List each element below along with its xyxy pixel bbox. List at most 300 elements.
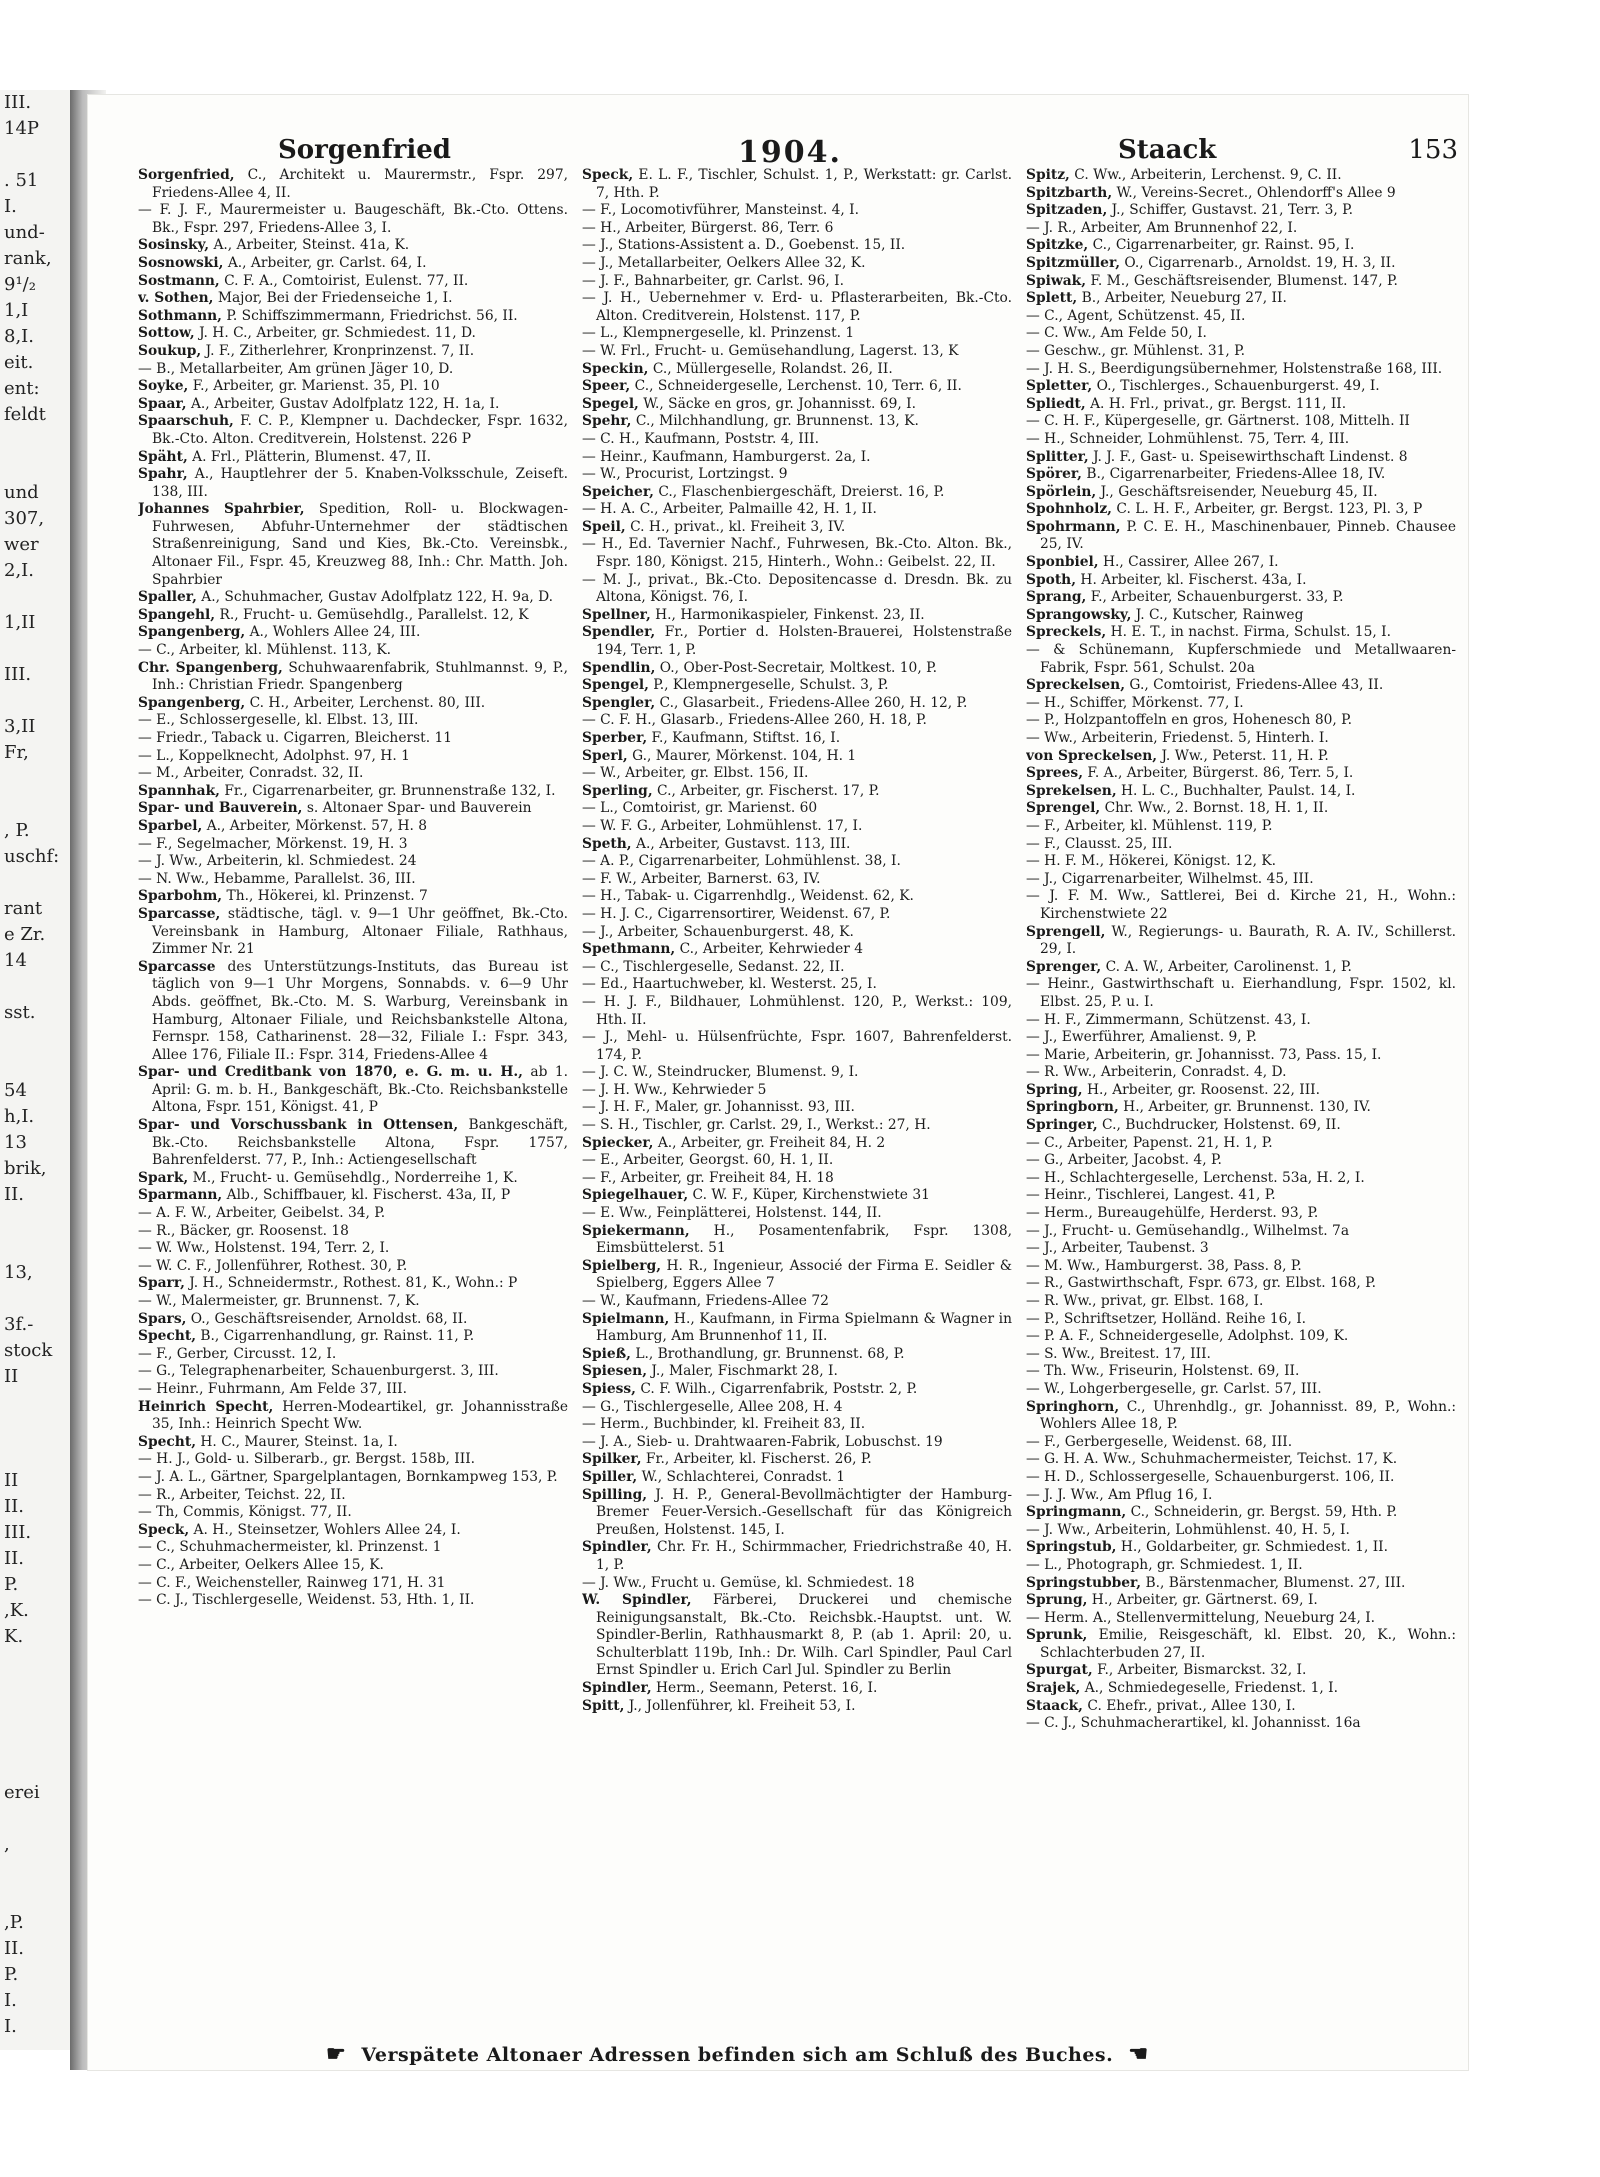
margin-fragment: rant — [4, 898, 43, 919]
entry-details: — W. C. F., Jollenführer, Rothest. 30, P. — [138, 1257, 408, 1274]
entry-name: Speicher, — [582, 483, 654, 500]
column-middle — [582, 167, 1012, 2027]
entry-details: — L., Comtoirist, gr. Marienst. 60 — [582, 800, 818, 817]
entry-details: — E., Arbeiter, Georgst. 60, H. 1, II. — [582, 1152, 834, 1169]
entry-details: — H., Tabak- u. Cigarrenhdlg., Weidenst. 62, K. — [582, 888, 914, 905]
directory-entry — [138, 1293, 568, 1311]
entry-details: C. A. W., Arbeiter, Carolinenst. 1, P. — [1105, 958, 1352, 975]
directory-entry — [1026, 325, 1456, 343]
entry-details: J. F., Zitherlehrer, Kronprinzenst. 7, II. — [205, 342, 475, 359]
directory-entry — [138, 1556, 568, 1575]
entry-details: C., Milchhandlung, gr. Brunnenst. 13, K. — [635, 413, 919, 430]
entry-details: — W., Lohgerbergeselle, gr. Carlst. 57, III. — [1026, 1380, 1322, 1397]
directory-entry — [582, 1117, 1012, 1135]
directory-entry — [138, 905, 568, 959]
entry-details: — J., Metallarbeiter, Oelkers Allee 32, K. — [582, 254, 866, 271]
entry-details: — L., Koppelknecht, Adolphst. 97, H. 1 — [138, 747, 410, 764]
directory-entry — [1026, 237, 1456, 255]
entry-details: C. Ww., Arbeiterin, Lerchenst. 9, C. II. — [1074, 167, 1342, 183]
entry-name: Soyke, — [138, 378, 189, 395]
directory-entry — [138, 1187, 568, 1205]
directory-entry — [138, 1345, 568, 1364]
directory-entry — [1026, 606, 1456, 625]
entry-details: C., Architekt u. Maurermstr., Fspr. 297, Friedens-Allee 4, II. — [152, 167, 568, 201]
entry-details: C., Schneidergeselle, Lerchenst. 10, Terr. 6, II. — [634, 378, 962, 395]
directory-entry — [582, 1293, 1012, 1311]
directory-entry — [138, 1117, 568, 1170]
entry-details: städtische, tägl. v. 9—1 Uhr geöffnet, Bk.-Cto. Vereinsbank in Hamburg, Altonaer Filiale, Rathhaus, Zimmer Nr. 21 — [152, 905, 568, 958]
directory-entry — [1026, 554, 1456, 572]
entry-details: F. M., Geschäftsreisender, Blumenst. 147, P. — [1090, 272, 1398, 289]
directory-entry — [582, 448, 1012, 467]
directory-entry — [582, 430, 1012, 449]
entry-details: — G. H. A. Ww., Schuhmachermeister, Teichst. 17, K. — [1026, 1451, 1398, 1468]
entry-name: Springhorn, — [1026, 1398, 1120, 1415]
entry-name: Spohrmann, — [1026, 518, 1121, 535]
entry-details: Fr., Portier d. Holsten-Brauerei, Holstenstraße 194, Terr. 1, P. — [596, 624, 1012, 659]
directory-entry — [582, 1081, 1012, 1100]
margin-fragment: 54 — [4, 1080, 27, 1101]
entry-name: Sperber, — [582, 730, 648, 746]
entry-details: C. L. H. F., Arbeiter, gr. Bergst. 123, Pl. 3, P — [1116, 501, 1423, 518]
entry-details: — W. Frl., Frucht- u. Gemüsehandlung, Lagerst. 13, K — [582, 342, 959, 359]
entry-name: Spitt, — [582, 1697, 625, 1714]
directory-entry — [138, 1064, 568, 1117]
directory-entry — [1026, 483, 1456, 502]
margin-fragment — [0, 1858, 70, 1884]
entry-name: Spliedt, — [1026, 395, 1086, 412]
entry-name: Spendler, — [582, 624, 656, 641]
directory-entry — [582, 888, 1012, 906]
directory-entry — [1026, 976, 1456, 1011]
directory-entry — [138, 817, 568, 836]
entry-details: H. L. C., Buchhalter, Paulst. 14, I. — [1121, 782, 1356, 799]
entry-details: H. Arbeiter, kl. Fischerst. 43a, I. — [1080, 571, 1307, 588]
entry-name: Spangehl, — [138, 606, 216, 623]
entry-details: — J., Stations-Assistent a. D., Goebenst. 15, II. — [582, 237, 906, 254]
entry-details: — F. W., Arbeiter, Barnerst. 63, IV. — [582, 870, 821, 887]
directory-entry — [1026, 712, 1456, 730]
margin-fragment: h,I. — [4, 1106, 35, 1127]
entry-name: Sothmann, — [138, 307, 222, 324]
directory-entry — [138, 1486, 568, 1505]
entry-details: — Th, Commis, Königst. 77, II. — [138, 1504, 352, 1521]
directory-entry — [1026, 1433, 1456, 1452]
entry-details: — Heinr., Tischlerei, Langest. 41, P. — [1026, 1187, 1276, 1204]
directory-page — [88, 95, 1468, 2070]
directory-entry — [1026, 290, 1456, 308]
entry-details: B., Cigarrenarbeiter, Friedens-Allee 18, IV. — [1086, 466, 1386, 483]
entry-details: — R. Ww., privat, gr. Elbst. 168, I. — [1026, 1293, 1264, 1309]
entry-details: — W., Procurist, Lortzingst. 9 — [582, 466, 788, 483]
entry-name: Sprengel, — [1026, 800, 1101, 817]
margin-fragment: 9¹/₂ — [4, 274, 36, 295]
margin-fragment: brik, — [4, 1158, 47, 1179]
entry-name: Sprung, — [1026, 1592, 1088, 1609]
margin-fragment — [0, 792, 70, 818]
entry-details: H., Kaufmann, in Firma Spielmann & Wagner in Hamburg, Am Brunnenhof 11, II. — [596, 1310, 1012, 1345]
directory-entry — [1026, 923, 1456, 959]
entry-details: G., Comtoirist, Friedens-Allee 43, II. — [1129, 677, 1384, 694]
entry-details: — B., Metallarbeiter, Am grünen Jäger 10, D. — [138, 360, 454, 377]
entry-name: Spielberg, — [582, 1257, 662, 1274]
directory-entry — [1026, 1328, 1456, 1346]
directory-entry — [582, 395, 1012, 414]
entry-details: A., Schmiedegeselle, Friedenst. 1, I. — [1084, 1680, 1338, 1697]
entry-name: Sparcasse, — [138, 905, 221, 922]
margin-fragment — [0, 1650, 70, 1676]
directory-entry — [1026, 1152, 1456, 1170]
margin-fragment — [0, 1442, 70, 1468]
entry-details: F., Kaufmann, Stiftst. 16, I. — [651, 730, 841, 746]
entry-details: — P., Holzpantoffeln en gros, Hohenesch 80, P. — [1026, 712, 1353, 729]
entry-details: — C., Arbeiter, Papenst. 21, H. 1, P. — [1026, 1134, 1273, 1151]
directory-entry — [138, 1257, 568, 1276]
directory-entry — [1026, 677, 1456, 695]
entry-details: C., Schneiderin, gr. Bergst. 59, Hth. P. — [1130, 1504, 1398, 1521]
entry-details: — M. J., privat., Bk.-Cto. Depositencasse d. Dresdn. Bk. zu Altona, Königst. 76, I. — [582, 571, 1012, 606]
entry-name: Spörer, — [1026, 466, 1082, 483]
entry-name: Spannhak, — [138, 782, 220, 799]
entry-details: O., Cigarrenarb., Arnoldst. 19, H. 3, II. — [1124, 254, 1396, 271]
directory-entry — [138, 1468, 568, 1487]
margin-fragment — [0, 1754, 70, 1780]
entry-details: — C. F. H., Glasarb., Friedens-Allee 260, H. 18, P. — [582, 712, 927, 729]
entry-details: A., Wohlers Allee 24, III. — [249, 624, 421, 641]
directory-entry — [582, 1697, 1012, 1716]
entry-details: A., Arbeiter, gr. Freiheit 84, H. 2 — [657, 1134, 886, 1151]
directory-entry — [138, 747, 568, 766]
margin-fragment: P. — [4, 1964, 19, 1985]
directory-entry — [1026, 1574, 1456, 1593]
entry-details: s. Altonaer Spar- und Bauverein — [306, 800, 532, 817]
entry-details: F., Arbeiter, gr. Marienst. 35, Pl. 10 — [192, 378, 440, 395]
directory-entry — [1026, 888, 1456, 923]
entry-name: Spurgat, — [1026, 1662, 1093, 1679]
directory-entry — [582, 1187, 1012, 1205]
entry-name: Spilker, — [582, 1451, 642, 1468]
margin-fragment: 1,I — [4, 300, 29, 321]
directory-entry — [1026, 1715, 1456, 1733]
entry-details: — G., Arbeiter, Jacobst. 4, P. — [1026, 1152, 1222, 1169]
entry-details: H., Posamentenfabrik, Fspr. 1308, Eimsbüttelerst. 51 — [596, 1222, 1012, 1257]
entry-name: Sparbohm, — [138, 888, 223, 905]
margin-fragment — [0, 688, 70, 714]
entry-details: H., Arbeiter, gr. Brunnenst. 130, IV. — [1123, 1099, 1371, 1116]
entry-name: Spring, — [1026, 1081, 1083, 1098]
entry-details: C., Buchdrucker, Holstenst. 69, II. — [1102, 1117, 1341, 1134]
directory-entry — [582, 993, 1012, 1029]
margin-fragment: 8,I. — [4, 326, 35, 347]
entry-details: — W. Ww., Holstenst. 194, Terr. 2, I. — [138, 1240, 390, 1257]
directory-entry — [138, 448, 568, 467]
margin-fragment: ,P. — [4, 1912, 24, 1933]
entry-name: Spendlin, — [582, 659, 656, 676]
entry-details: H., Harmonikaspieler, Finkenst. 23, II. — [655, 606, 925, 623]
directory-entry — [138, 1433, 568, 1452]
entry-name: Spar- und Creditbank von 1870, e. G. m. u. H., — [138, 1064, 523, 1081]
entry-details: C., Flaschenbiergeschäft, Dreierst. 16, P. — [658, 483, 945, 500]
entry-details: — A. F. W., Arbeiter, Geibelst. 34, P. — [138, 1205, 386, 1222]
entry-name: Sperling, — [582, 782, 653, 799]
entry-details: — H. A. C., Arbeiter, Palmaille 42, H. 1, II. — [582, 501, 877, 518]
entry-columns — [138, 167, 1458, 2027]
entry-name: Spars, — [138, 1310, 187, 1327]
entry-details: J. Ww., Peterst. 11, H. P. — [1161, 747, 1329, 764]
directory-entry — [582, 1345, 1012, 1364]
entry-details: — J. H. F., Maler, gr. Johannisst. 93, III. — [582, 1099, 855, 1116]
entry-details: W., Vereins-Secret., Ohlendorff's Allee 9 — [1116, 184, 1396, 201]
entry-details: — & Schünemann, Kupferschmiede und Metallwaaren-Fabrik, Fspr. 561, Schulst. 20a — [1026, 642, 1456, 676]
entry-details: W., Säcke en gros, gr. Johannisst. 69, I. — [643, 395, 916, 412]
entry-name: Spörlein, — [1026, 483, 1097, 500]
directory-entry — [582, 1029, 1012, 1064]
directory-entry — [1026, 184, 1456, 203]
entry-name: Specht, — [138, 1433, 196, 1450]
entry-details: A., Arbeiter, Gustavst. 113, III. — [636, 835, 851, 852]
margin-fragment: I. — [4, 1990, 17, 2011]
entry-details: C. F. A., Comtoirist, Eulenst. 77, II. — [224, 272, 469, 289]
directory-entry — [1026, 360, 1456, 379]
margin-fragment: 3,II — [4, 716, 36, 737]
directory-entry — [1026, 395, 1456, 414]
directory-entry — [138, 694, 568, 713]
directory-entry — [138, 835, 568, 854]
entry-details: — F., Gerber, Circusst. 12, I. — [138, 1345, 337, 1362]
footer-text: Verspätete Altonaer Adressen befinden sich am Schluß des Buches. — [361, 2044, 1114, 2066]
entry-name: Spiller, — [582, 1468, 638, 1485]
directory-entry — [582, 677, 1012, 695]
entry-details: — J. Ww., Frucht u. Gemüse, kl. Schmiedest. 18 — [582, 1574, 915, 1591]
directory-entry — [138, 606, 568, 625]
entry-details: — Herm. A., Stellenvermittelung, Neueburg 24, I. — [1026, 1609, 1376, 1626]
margin-fragment: II. — [4, 1496, 24, 1517]
margin-fragment — [0, 584, 70, 610]
directory-entry — [1026, 1451, 1456, 1469]
entry-details: J. C., Kutscher, Rainweg — [1135, 606, 1304, 623]
entry-details: Spedition, Roll- u. Blockwagen-Fuhrwesen, Abfuhr-Unternehmer der städtischen Straßenreinigung, Sand und Kies, Bk.-Cto. Vereinsbk., Altonaer Fil., Fspr. 45, Kreuzweg 88, Inh.: Chr. Matth. Joh. Spahrbier — [152, 501, 568, 588]
entry-name: Sprunk, — [1026, 1627, 1088, 1644]
entry-details: C. W. F., Küper, Kirchenstwiete 31 — [692, 1187, 930, 1204]
entry-name: Spaarschuh, — [138, 413, 234, 430]
margin-fragment — [0, 1416, 70, 1442]
entry-name: Spoth, — [1026, 571, 1077, 588]
directory-entry — [1026, 254, 1456, 273]
margin-fragment: II. — [4, 1548, 24, 1569]
entry-details: P. C. E. H., Maschinenbauer, Pinneb. Chausee 25, IV. — [1040, 518, 1456, 553]
entry-details: — J. F. M. Ww., Sattlerei, Bei d. Kirche 21, H., Wohn.: Kirchenstwiete 22 — [1026, 888, 1456, 922]
directory-entry — [138, 466, 568, 501]
column-left — [138, 167, 568, 2027]
entry-name: Chr. Spangenberg, — [138, 659, 283, 676]
directory-entry — [1026, 167, 1456, 185]
entry-name: Sostmann, — [138, 272, 220, 289]
entry-details: — Ww., Arbeiterin, Friedenst. 5, Hinterh. I. — [1026, 730, 1329, 746]
page-number: 153 — [1408, 135, 1458, 165]
entry-details: — H. J., Gold- u. Silberarb., gr. Bergst. 158b, III. — [138, 1451, 476, 1468]
directory-entry — [138, 167, 568, 202]
entry-details: — C., Tischlergeselle, Sedanst. 22, II. — [582, 958, 845, 975]
margin-fragment — [0, 1286, 70, 1312]
entry-details: — C. H. F., Küpergeselle, gr. Gärtnerst. 108, Mittelh. II — [1026, 413, 1410, 430]
directory-entry — [138, 765, 568, 783]
directory-entry — [582, 483, 1012, 502]
entry-name: Sprekelsen, — [1026, 782, 1117, 799]
entry-name: Sosinsky, — [138, 237, 210, 254]
entry-name: Spiesen, — [582, 1363, 648, 1380]
directory-entry — [582, 1169, 1012, 1188]
entry-name: Sparmann, — [138, 1187, 223, 1204]
directory-entry — [1026, 1029, 1456, 1047]
margin-fragment: ,K. — [4, 1600, 29, 1621]
entry-details: J., Jollenführer, kl. Freiheit 53, I. — [628, 1697, 856, 1714]
margin-fragment: II. — [4, 1184, 24, 1205]
directory-entry — [582, 905, 1012, 924]
margin-fragment: und — [4, 482, 39, 503]
entry-details: P., Klempnergeselle, Schulst. 3, P. — [653, 677, 889, 694]
entry-details: B., Arbeiter, Neueburg 27, II. — [1081, 290, 1287, 307]
directory-entry — [1026, 307, 1456, 326]
entry-details: J. J. F., Gast- u. Speisewirthschaft Lindenst. 8 — [1093, 448, 1408, 465]
margin-fragment: 14P — [4, 118, 40, 139]
directory-entry — [582, 730, 1012, 748]
entry-details: — M., Arbeiter, Conradst. 32, II. — [138, 765, 364, 782]
entry-details: — C., Arbeiter, Oelkers Allee 15, K. — [138, 1556, 384, 1573]
directory-entry — [582, 1222, 1012, 1258]
directory-entry — [582, 518, 1012, 537]
entry-details: J. H., Schneidermstr., Rothest. 81, K., Wohn.: P — [189, 1275, 518, 1292]
margin-fragment — [0, 766, 70, 792]
directory-entry — [1026, 817, 1456, 836]
directory-entry — [582, 536, 1012, 571]
directory-entry — [138, 395, 568, 414]
footer-notice — [318, 2041, 1157, 2067]
entry-details: F. A., Arbeiter, Bürgerst. 86, Terr. 5, I. — [1087, 765, 1354, 782]
directory-entry — [582, 765, 1012, 783]
entry-name: Speil, — [582, 518, 626, 535]
directory-entry — [582, 923, 1012, 942]
entry-name: Späht, — [138, 448, 188, 465]
entry-name: Springer, — [1026, 1117, 1098, 1134]
entry-details: E. L. F., Tischler, Schulst. 1, P., Werkstatt: gr. Carlst. 7, Hth. P. — [596, 167, 1012, 201]
entry-name: Spielmann, — [582, 1310, 670, 1327]
entry-name: Springstub, — [1026, 1539, 1117, 1556]
directory-entry — [582, 202, 1012, 220]
directory-entry — [138, 237, 568, 255]
entry-details: Fr., Arbeiter, kl. Fischerst. 26, P. — [645, 1451, 872, 1468]
margin-fragment: III. — [4, 664, 32, 685]
entry-details: H. C., Maurer, Steinst. 1a, I. — [200, 1433, 398, 1450]
entry-details: A., Arbeiter, Steinst. 41a, K. — [213, 237, 410, 254]
entry-details: — L., Klempnergeselle, kl. Prinzenst. 1 — [582, 325, 855, 342]
directory-entry — [582, 501, 1012, 519]
directory-entry — [1026, 1099, 1456, 1117]
entry-details: H. E. T., in nachst. Firma, Schulst. 15, I. — [1110, 624, 1391, 641]
directory-entry — [1026, 1257, 1456, 1276]
directory-entry — [1026, 1222, 1456, 1241]
margin-fragment — [0, 1676, 70, 1702]
entry-name: Spangenberg, — [138, 694, 246, 711]
directory-entry — [582, 870, 1012, 889]
entry-details: — H. F. M., Hökerei, Königst. 12, K. — [1026, 853, 1277, 870]
entry-name: W. Spindler, — [582, 1592, 692, 1609]
directory-entry — [1026, 642, 1456, 677]
entry-details: — H., Ed. Tavernier Nachf., Fuhrwesen, Bk.-Cto. Alton. Bk., Fspr. 180, Königst. 215, Hinterh., Wohn.: Geibelst. 22, II. — [582, 536, 1012, 571]
entry-details: J., Maler, Fischmarkt 28, I. — [651, 1363, 838, 1380]
directory-entry — [1026, 1521, 1456, 1540]
margin-fragment: K. — [4, 1626, 24, 1647]
entry-details: — F., Arbeiter, gr. Freiheit 84, H. 18 — [582, 1169, 834, 1186]
entry-details: F., Arbeiter, Bismarckst. 32, I. — [1097, 1662, 1307, 1679]
entry-details: O., Ober-Post-Secretair, Moltkest. 10, P. — [659, 659, 937, 676]
entry-details: — G., Tischlergeselle, Allee 208, H. 4 — [582, 1398, 843, 1415]
entry-details: F., Arbeiter, Schauenburgerst. 33, P. — [1090, 589, 1344, 606]
directory-entry — [582, 1486, 1012, 1540]
entry-details: ab 1. April: G. m. b. H., Bankgeschäft, Bk.-Cto. Reichsbankstelle Altona, Fspr. 151, Königst. 41, P — [152, 1064, 568, 1116]
directory-entry — [138, 1592, 568, 1610]
margin-fragment: eit. — [4, 352, 34, 373]
directory-entry — [138, 378, 568, 396]
entry-details: — P., Schriftsetzer, Holländ. Reihe 16, I. — [1026, 1310, 1307, 1327]
directory-entry — [1026, 571, 1456, 590]
directory-entry — [138, 1398, 568, 1434]
directory-entry — [1026, 747, 1456, 766]
entry-details: Emilie, Reisgeschäft, kl. Elbst. 20, K., Wohn.: Schlachterbuden 27, II. — [1040, 1627, 1456, 1661]
directory-entry — [1026, 1081, 1456, 1100]
entry-details: — J., Frucht- u. Gemüsehandlg., Wilhelmst. 7a — [1026, 1222, 1350, 1239]
margin-fragment — [0, 636, 70, 662]
entry-name: Spiecker, — [582, 1134, 654, 1151]
entry-name: Spangenberg, — [138, 624, 246, 641]
entry-name: Spegel, — [582, 395, 639, 412]
margin-fragment: ent: — [4, 378, 40, 399]
directory-entry — [1026, 1134, 1456, 1153]
entry-details: Schuhwaarenfabrik, Stuhlmannst. 9, P., Inh.: Christian Friedr. Spangenberg — [152, 659, 568, 694]
entry-details: — W., Kaufmann, Friedens-Allee 72 — [582, 1293, 829, 1309]
entry-name: Sprengell, — [1026, 923, 1106, 940]
directory-entry — [582, 413, 1012, 431]
margin-fragment: II — [4, 1366, 19, 1387]
directory-entry — [138, 1169, 568, 1188]
directory-entry — [582, 976, 1012, 994]
directory-entry — [1026, 1504, 1456, 1522]
entry-details: H. R., Ingenieur, Associé der Firma E. Seidler & Spielberg, Eggers Allee 7 — [596, 1257, 1012, 1292]
margin-fragment: uschf: — [4, 846, 60, 867]
entry-details: — F., Clausst. 25, III. — [1026, 835, 1173, 852]
entry-name: Spaar, — [138, 395, 187, 412]
directory-entry — [582, 1468, 1012, 1487]
entry-details: — C., Schuhmachermeister, kl. Prinzenst. 1 — [138, 1539, 442, 1556]
directory-entry — [1026, 1398, 1456, 1434]
directory-entry — [582, 1064, 1012, 1082]
entry-details: — E., Schlossergeselle, kl. Elbst. 13, III. — [138, 712, 419, 729]
directory-entry — [1026, 1627, 1456, 1662]
directory-entry — [138, 853, 568, 871]
entry-details: Fr., Cigarrenarbeiter, gr. Brunnenstraße 132, I. — [224, 782, 556, 799]
entry-name: Spellner, — [582, 606, 651, 623]
margin-fragment: wer — [4, 534, 39, 555]
entry-details: A., Arbeiter, Mörkenst. 57, H. 8 — [206, 817, 428, 834]
directory-entry — [582, 1398, 1012, 1417]
entry-name: Spindler, — [582, 1680, 652, 1697]
directory-entry — [582, 290, 1012, 325]
entry-details: A., Hauptlehrer der 5. Knaben-Volksschule, Zeiseft. 138, III. — [152, 466, 568, 500]
entry-name: Spieß, — [582, 1345, 631, 1362]
directory-entry — [582, 237, 1012, 255]
entry-details: — J. C. W., Steindrucker, Blumenst. 9, I. — [582, 1064, 859, 1081]
entry-name: Sorgenfried, — [138, 167, 235, 183]
directory-entry — [1026, 1609, 1456, 1628]
